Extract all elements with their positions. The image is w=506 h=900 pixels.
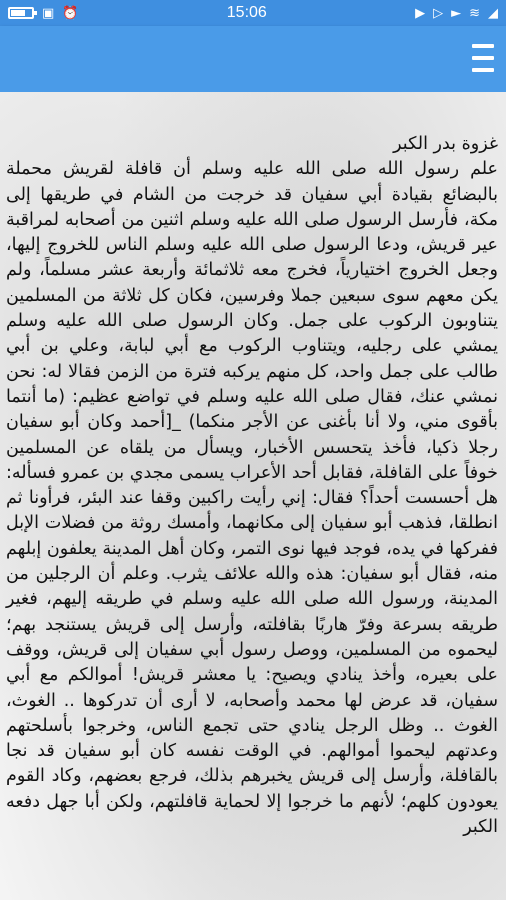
article-content bbox=[0, 92, 506, 900]
app-bar bbox=[0, 26, 506, 92]
youtube-icon: ▶ bbox=[415, 5, 426, 21]
article-text bbox=[0, 132, 498, 840]
play-store-icon: ▷ bbox=[433, 5, 444, 21]
status-bar bbox=[0, 0, 506, 26]
article-body: علم رسول الله صلى الله عليه وسلم أن قافلة لقريش محملة بالبضائع بقيادة أبي سفيان قد خرجت من الشام في طريقها إلى مكة، فأرسل الرسول صلى الله عليه وسلم اثنين من أصحابه لمراقبة عير قريش، ودعا الرسول صلى الله عليه وسلم الناس للخروج إليها، وجعل الخروج اختيارياً، فخرج معه ثلاثمائة وأربعة عشر مسلماً، ولم يكن معهم سوى سبعين جملا وفرسين، فكان كل ثلاثة من المسلمين يتناوبون الركوب على جمل. وكان الرسول صلى الله عليه وسلم يمشي على رجليه، ويتناوب الركوب مع أبي لبابة، وعلي بن أبي طالب على جمل واحد، كل منهم يركبه فترة من الزمن فقالا له: نحن نمشي عنك، فقال صلى الله عليه وسلم في تواضع عظيم: (ما أنتما بأقوى مني، ولا أنا بأغنى عن الأجر منكما) _[أحمد وكان أبو سفيان رجلا ذكيا، فأخذ يتحسس الأخبار، ويسأل من يلقاه عن المسلمين خوفاً على القافلة، فقابل أحد الأعراب يسمى مجدي بن عمرو فسأله: هل أحسست أحداً؟ فقال: إني رأيت راكبين وقفا عند البئر، فرأونا ثم انطلقا، فذهب أبو سفيان إلى مكانهما، وأمسك روثة من فضلات الإبل ففركها في يده، فوجد فيها نوى التمر، وكان أهل المدينة يعلفون إبلهم منه، فقال أبو سفيان: هذه والله علائف يثرب. وعلم أن الرجلين من المدينة، ورسول الله صلى الله عليه وسلم في طريقه إليهم، فغير طريقه بسرعة وفرّ هاربًا بقافلته، وأرسل إلى قريش يستنجد بهم؛ ليحموه من المسلمين، ووصل رسول أبي سفيان إلى قريش، ووقف على بعيره، وأخذ ينادي ويصيح: يا معشر قريش! أموالكم مع أبي سفيان، قد عرض لها محمد وأصحابه، لا أرى أن تدركوها .. الغوث، الغوث .. وظل الرجل ينادي حتى تجمع الناس، وخرجوا بأسلحتهم وعدتهم ليحموا أموالهم. في الوقت نفسه كان أبو سفيان قد نجا بالقافلة، وأرسل إلى قريش يخبرهم بذلك، فرجع بعضهم، وكاد القوم يعودون كلهم؛ لأنهم ما خرجوا إلا لحماية قافلتهم، ولكن أبا جهل دفعه الكبر bbox=[0, 159, 498, 838]
battery-icon bbox=[8, 7, 34, 19]
hamburger-menu-icon[interactable] bbox=[472, 44, 494, 72]
cellular-signal-icon: ◢ bbox=[488, 5, 498, 21]
play-icon: ► bbox=[451, 5, 462, 21]
article-title: غزوة بدر الكبر bbox=[393, 134, 498, 154]
image-icon: ▣ bbox=[42, 5, 55, 21]
status-right-icons bbox=[415, 7, 498, 20]
status-time: 15:06 bbox=[226, 4, 267, 21]
wifi-icon: ≋ bbox=[469, 5, 480, 21]
status-left-icons bbox=[8, 7, 78, 20]
alarm-icon: ⏰ bbox=[62, 5, 79, 21]
